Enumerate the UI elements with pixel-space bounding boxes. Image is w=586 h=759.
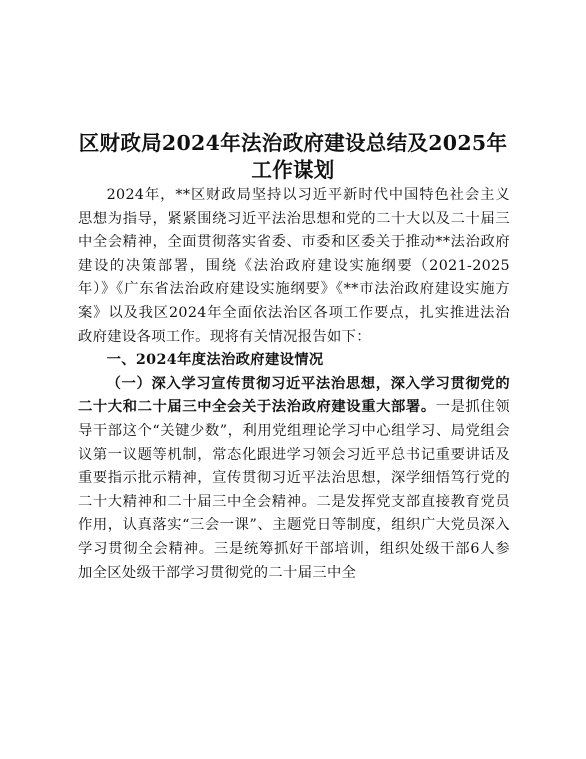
subsection-body-1: 一是抓住领导干部这个“关键少数”，利用党组理论学习中心组学习、局党组会议第一议题等机制，常态化跟进学习领会习近平总书记重要讲话及重要指示批示精神，宣传贯彻习近平法治思想，深学细悟笃行党的二十大精神和二十届三中全会精神。二是发挥党支部直接教育党员作用，认真落实“三会一课”、主题党日等制度，组织广大党员深入学习贯彻全会精神。三是统筹抓好干部培训，组织处级干部6人参加全区处级干部学习贯彻党的二十届三中全 [78,399,511,581]
section-heading-1: 一、2024年度法治政府建设情况 [106,352,324,369]
intro-paragraph: 2024年，**区财政局坚持以习近平新时代中国特色社会主义思想为指导，紧紧围绕习近平法治思想和党的二十大以及二十届三中全会精神，全面贯彻落实省委、市委和区委关于推动**法治政府建设的决策部署，围绕《法治政府建设实施纲要（2021-2025年）》《广东省法治政府建设实施纲要》《**市法治政府建设实施方案》以及我区2024年全面依法治区各项工作要点，扎实推进法治政府建设各项工作。现将有关情况报告如下： [78,187,510,345]
subsection-paragraph-1 [78,373,510,585]
document-title: 区财政局2024年法治政府建设总结及2025年工作谋划 [78,131,508,182]
document-body [78,184,510,585]
subsection-heading-1: （一）深入学习宣传贯彻习近平法治思想，深入学习贯彻党的二十大和二十届三中全会关于法治政府建设重大部署。 [78,375,510,416]
